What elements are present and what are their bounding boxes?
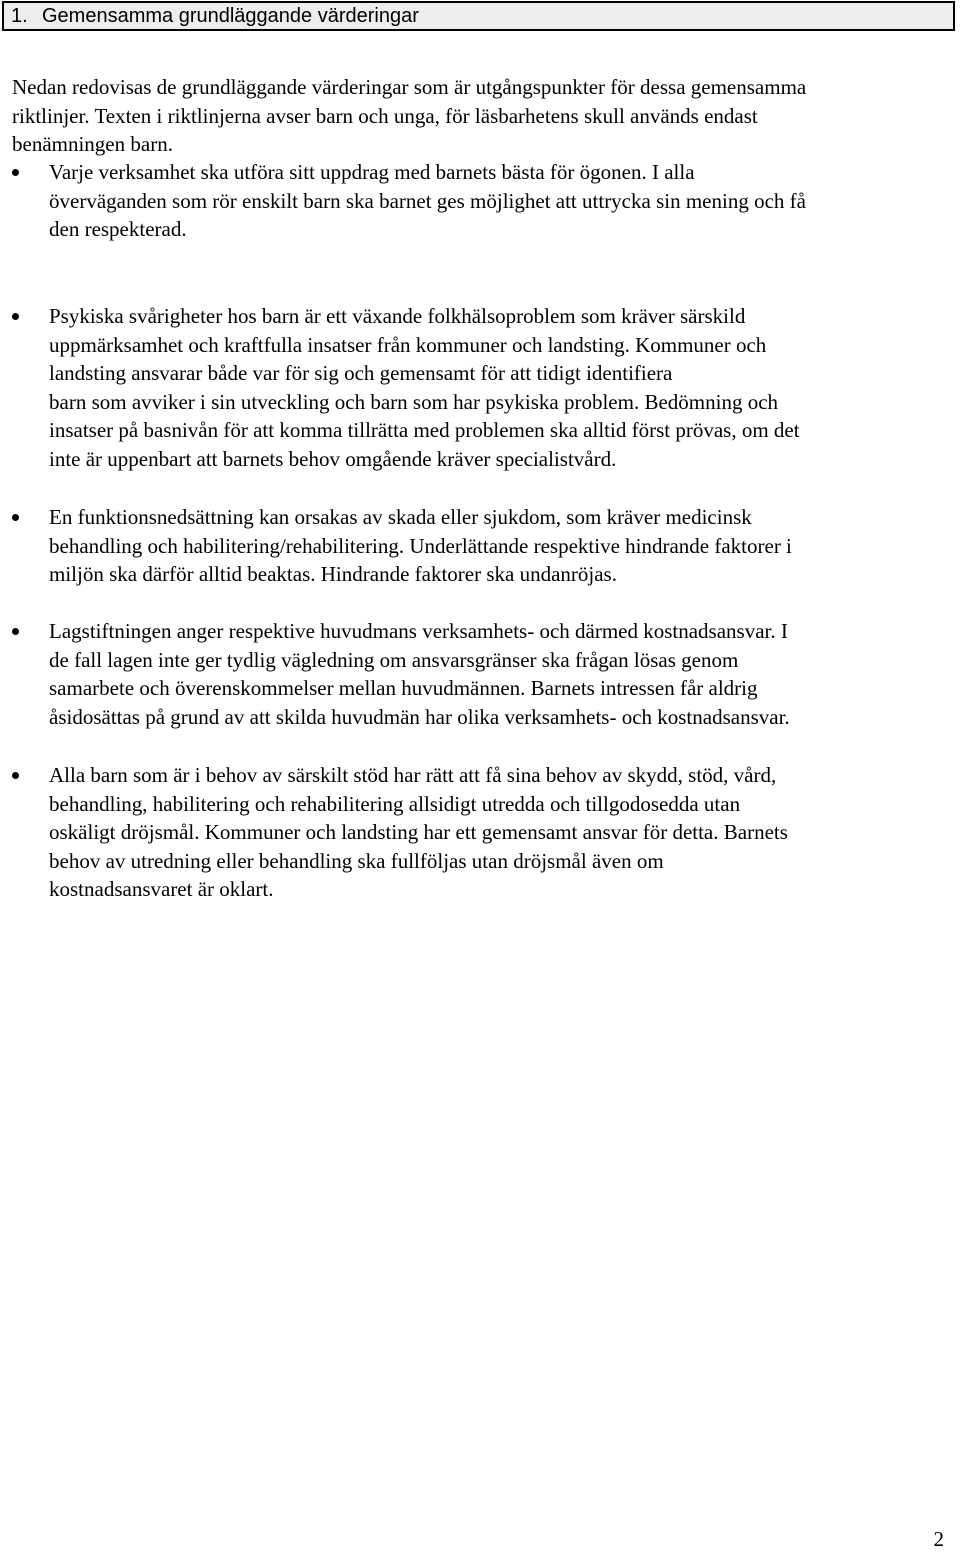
bullet-line: de fall lagen inte ger tydlig vägledning om ansvarsgränser ska frågan lösas genom [49,647,739,672]
bullet-dot-icon [12,514,19,521]
bullet-line: Lagstiftningen anger respektive huvudmans verksamhets- och därmed kostnadsansvar. I [49,619,788,643]
bullet-line: landsting ansvarar både var för sig och gemensamt för att tidigt identifiera [49,361,673,385]
bullet-line: överväganden som rör enskilt barn ska barnet ges möjlighet att uttrycka sin mening och få [49,188,806,213]
section-heading [2,1,955,31]
bullet-line: behov av utredning eller behandling ska fullföljas utan dröjsmål även om [49,848,664,873]
bullet-text [49,617,949,731]
page-number: 2 [933,1527,944,1551]
intro-line: Nedan redovisas de grundläggande värderingar som är utgångspunkter för dessa gemensamma [12,75,807,99]
section-title: Gemensamma grundläggande värderingar [42,5,419,27]
bullet-line: Alla barn som är i behov av särskilt stöd har rätt att få sina behov av skydd, stöd, vård, [49,763,777,787]
bullet-line: behandling och habilitering/rehabilitering. Underlättande respektive hindrande faktorer i [49,533,792,558]
bullet-line: insatser på basnivån för att komma tillrätta med problemen ska alltid först prövas, om det [49,418,800,442]
bullet-line: En funktionsnedsättning kan orsakas av skada eller sjukdom, som kräver medicinsk [49,505,752,529]
intro-line: benämningen barn. [12,132,173,156]
bullet-line: miljön ska därför alltid beaktas. Hindrande faktorer ska undanröjas. [49,562,617,586]
bullet-line: uppmärksamhet och kraftfulla insatser från kommuner och landsting. Kommuner och [49,332,767,357]
section-number: 1. [11,5,28,27]
bullet-text [49,503,949,589]
bullet-line: inte är uppenbart att barnets behov omgående kräver specialistvård. [49,446,617,471]
bullet-line: oskäligt dröjsmål. Kommuner och landsting har ett gemensamt ansvar för detta. Barnets [49,820,788,844]
bullet-line: den respekterad. [49,217,187,241]
intro-paragraph [12,73,942,159]
bullet-line: barn som avviker i sin utveckling och barn som har psykiska problem. Bedömning och [49,389,779,414]
bullet-text [49,158,949,244]
bullet-line: Psykiska svårigheter hos barn är ett växande folkhälsoproblem som kräver särskild [49,304,746,328]
bullet-line: kostnadsansvaret är oklart. [49,877,274,901]
bullet-text [49,302,949,473]
bullet-text [49,761,949,904]
bullet-dot-icon [12,772,19,779]
bullet-dot-icon [12,169,19,176]
bullet-dot-icon [12,628,19,635]
intro-line: riktlinjer. Texten i riktlinjerna avser barn och unga, för läsbarhetens skull används endast [12,103,758,128]
bullet-line: Varje verksamhet ska utföra sitt uppdrag med barnets bästa för ögonen. I alla [49,160,695,184]
bullet-line: behandling, habilitering och rehabilitering allsidigt utredda och tillgodosedda utan [49,791,741,816]
bullet-dot-icon [12,313,19,320]
bullet-line: åsidosättas på grund av att skilda huvudmän har olika verksamhets- och kostnadsansvar. [49,704,790,729]
bullet-line: samarbete och överenskommelser mellan huvudmännen. Barnets intressen får aldrig [49,676,758,700]
